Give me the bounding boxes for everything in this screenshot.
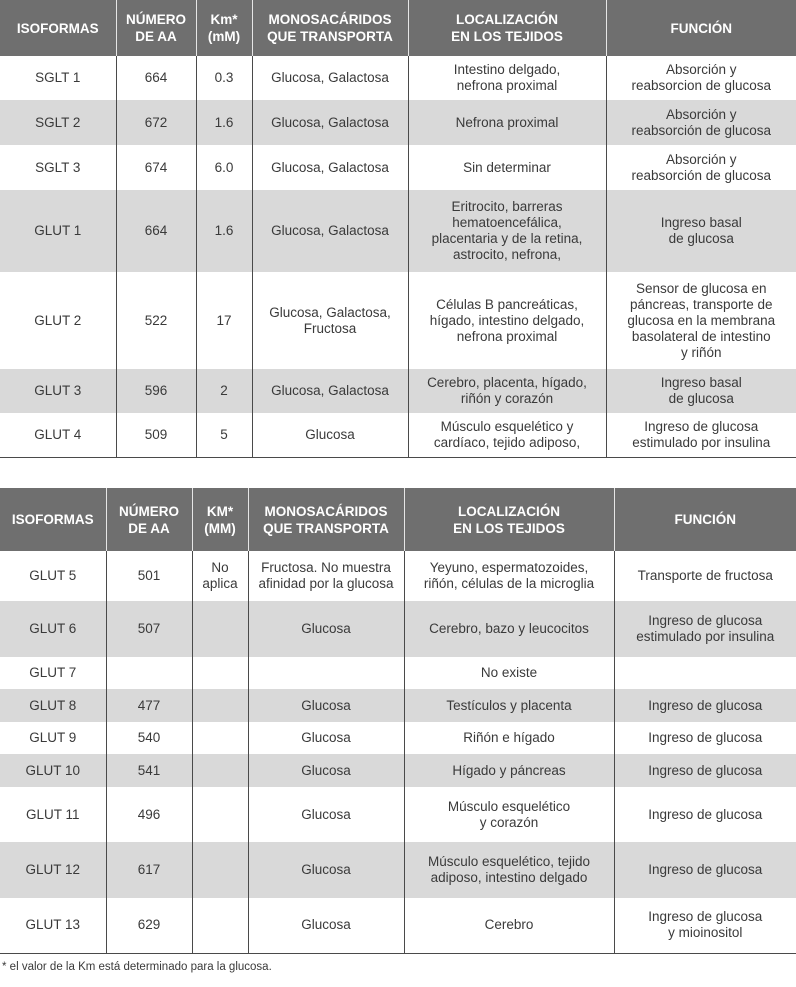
cell-isoforma: GLUT 5 xyxy=(29,568,77,583)
cell-isoforma: SGLT 1 xyxy=(35,70,81,85)
table-row xyxy=(0,898,796,953)
header-funcion: FUNCIÓN xyxy=(614,488,796,551)
cell-localizacion: Eritrocito, barreras hematoencefálica, placentaria y de la retina, astrocito, nefrona, xyxy=(408,190,606,272)
cell-km: No aplica xyxy=(192,551,248,601)
cell-funcion: Ingreso de glucosa estimulado por insulina xyxy=(614,601,796,657)
header-monosacaridos: MONOSACÁRIDOS QUE TRANSPORTA xyxy=(248,488,404,551)
cell-funcion: Ingreso de glucosa y mioinositol xyxy=(614,898,796,953)
cell-funcion: Ingreso de glucosa estimulado por insulina xyxy=(606,413,796,457)
cell-numero-aa: 540 xyxy=(106,722,192,754)
cell-km xyxy=(192,689,248,722)
cell-funcion xyxy=(614,657,796,689)
cell-localizacion: Nefrona proximal xyxy=(408,100,606,145)
cell-isoforma: GLUT 2 xyxy=(34,312,82,328)
cell-numero-aa: 664 xyxy=(116,190,196,272)
table-row xyxy=(0,100,796,145)
header-localizacion: LOCALIZACIÓN EN LOS TEJIDOS xyxy=(404,488,614,551)
cell-numero-aa: 541 xyxy=(106,754,192,787)
cell-km xyxy=(192,722,248,754)
cell-localizacion: Células B pancreáticas, hígado, intestino delgado, nefrona proximal xyxy=(408,272,606,369)
cell-funcion: Ingreso basal de glucosa xyxy=(606,369,796,413)
cell-funcion: Ingreso de glucosa xyxy=(614,787,796,842)
header-isoformas: ISOFORMAS xyxy=(0,488,106,551)
cell-isoforma: GLUT 10 xyxy=(0,754,106,787)
cell-numero-aa: 522 xyxy=(116,272,196,369)
cell-km xyxy=(192,898,248,953)
cell-km xyxy=(192,657,248,689)
cell-km: 0.3 xyxy=(196,56,252,100)
table-row xyxy=(0,551,796,601)
cell-numero-aa xyxy=(106,657,192,689)
table-row xyxy=(0,145,796,190)
header-isoformas: ISOFORMAS xyxy=(0,0,116,56)
cell-numero-aa: 509 xyxy=(116,413,196,457)
cell-localizacion: No existe xyxy=(404,657,614,689)
cell-km: 1.6 xyxy=(196,190,252,272)
cell-numero-aa: 507 xyxy=(106,601,192,657)
cell-km xyxy=(192,601,248,657)
cell-funcion: Absorción y reabsorcion de glucosa xyxy=(606,56,796,100)
cell-isoforma: GLUT 11 xyxy=(25,806,80,822)
header-numero-aa: NÚMERO DE AA xyxy=(116,0,196,56)
table-row xyxy=(0,601,796,657)
cell-funcion: Absorción y reabsorción de glucosa xyxy=(606,100,796,145)
cell-numero-aa: 629 xyxy=(106,898,192,953)
header-funcion: FUNCIÓN xyxy=(606,0,796,56)
cell-km: 17 xyxy=(196,272,252,369)
cell-km: 5 xyxy=(196,413,252,457)
cell-localizacion: Testículos y placenta xyxy=(404,689,614,722)
cell-km xyxy=(192,787,248,842)
header-localizacion: LOCALIZACIÓN EN LOS TEJIDOS xyxy=(408,0,606,56)
cell-isoforma: GLUT 12 xyxy=(0,842,106,898)
cell-numero-aa: 477 xyxy=(106,689,192,722)
cell-monosacaridos: Glucosa, Galactosa xyxy=(252,56,408,100)
cell-monosacaridos: Glucosa xyxy=(248,898,404,953)
cell-isoforma: SGLT 3 xyxy=(35,159,81,175)
cell-numero-aa: 501 xyxy=(106,551,192,601)
table-row xyxy=(0,787,796,842)
cell-localizacion: Músculo esquelético y cardíaco, tejido adiposo, xyxy=(408,413,606,457)
cell-monosacaridos: Glucosa xyxy=(248,754,404,787)
cell-localizacion: Sin determinar xyxy=(408,145,606,190)
cell-numero-aa: 672 xyxy=(116,100,196,145)
header-km: KM* (MM) xyxy=(192,488,248,551)
cell-funcion: Ingreso basal de glucosa xyxy=(606,190,796,272)
cell-localizacion: Cerebro xyxy=(404,898,614,953)
cell-localizacion: Hígado y páncreas xyxy=(404,754,614,787)
cell-funcion: Absorción y reabsorción de glucosa xyxy=(606,145,796,190)
table-row xyxy=(0,689,796,722)
cell-isoforma: GLUT 8 xyxy=(0,689,106,722)
cell-monosacaridos: Glucosa, Galactosa xyxy=(252,100,408,145)
table-row xyxy=(0,722,796,754)
cell-localizacion: Yeyuno, espermatozoides, riñón, células de la microglia xyxy=(404,551,614,601)
cell-isoforma: GLUT 6 xyxy=(0,601,106,657)
table-row xyxy=(0,657,796,689)
header-numero-aa: NÚMERO DE AA xyxy=(106,488,192,551)
table-row xyxy=(0,369,796,413)
header-monosacaridos: MONOSACÁRIDOS QUE TRANSPORTA xyxy=(252,0,408,56)
cell-funcion: Ingreso de glucosa xyxy=(614,722,796,754)
cell-isoforma: GLUT 4 xyxy=(34,426,82,442)
cell-monosacaridos: Glucosa xyxy=(248,689,404,722)
table-row xyxy=(0,190,796,272)
cell-km xyxy=(192,842,248,898)
cell-km: 6.0 xyxy=(196,145,252,190)
cell-isoforma: GLUT 3 xyxy=(0,369,116,413)
cell-localizacion: Músculo esquelético, tejido adiposo, intestino delgado xyxy=(404,842,614,898)
cell-numero-aa: 664 xyxy=(116,56,196,100)
cell-localizacion: Cerebro, placenta, hígado, riñón y corazón xyxy=(408,369,606,413)
cell-funcion: Ingreso de glucosa xyxy=(614,754,796,787)
cell-monosacaridos: Glucosa xyxy=(252,413,408,457)
table-row xyxy=(0,272,796,369)
cell-monosacaridos: Fructosa. No muestra afinidad por la glucosa xyxy=(248,551,404,601)
cell-km xyxy=(192,754,248,787)
cell-monosacaridos: Glucosa, Galactosa xyxy=(252,369,408,413)
cell-localizacion: Intestino delgado, nefrona proximal xyxy=(408,56,606,100)
table-header-row xyxy=(0,0,796,56)
cell-funcion: Ingreso de glucosa xyxy=(614,689,796,722)
cell-monosacaridos: Glucosa, Galactosa xyxy=(252,190,408,272)
cell-localizacion: Cerebro, bazo y leucocitos xyxy=(404,601,614,657)
cell-km: 2 xyxy=(196,369,252,413)
cell-funcion: Ingreso de glucosa xyxy=(614,842,796,898)
cell-numero-aa: 617 xyxy=(106,842,192,898)
cell-monosacaridos: Glucosa xyxy=(248,601,404,657)
cell-monosacaridos: Glucosa, Galactosa xyxy=(252,145,408,190)
cell-monosacaridos xyxy=(248,657,404,689)
cell-localizacion: Riñón e hígado xyxy=(404,722,614,754)
header-km: Km* (mM) xyxy=(196,0,252,56)
table-row xyxy=(0,413,796,457)
table-header-row xyxy=(0,488,796,551)
transporter-table-sglt-glut xyxy=(0,0,796,458)
table-row xyxy=(0,56,796,100)
cell-numero-aa: 596 xyxy=(116,369,196,413)
cell-km: 1.6 xyxy=(196,100,252,145)
cell-monosacaridos: Glucosa xyxy=(248,787,404,842)
cell-localizacion: Músculo esquelético y corazón xyxy=(404,787,614,842)
cell-isoforma: GLUT 1 xyxy=(0,190,116,272)
cell-isoforma: GLUT 13 xyxy=(25,917,81,933)
cell-isoforma: GLUT 7 xyxy=(29,665,77,680)
km-footnote: * el valor de la Km está determinado para la glucosa. xyxy=(2,961,272,973)
cell-funcion: Sensor de glucosa en páncreas, transporte de glucosa en la membrana basolateral de intestino y riñón xyxy=(606,272,796,369)
cell-funcion: Transporte de fructosa xyxy=(614,551,796,601)
cell-numero-aa: 496 xyxy=(106,787,192,842)
table-row xyxy=(0,842,796,898)
cell-numero-aa: 674 xyxy=(116,145,196,190)
cell-isoforma: GLUT 9 xyxy=(29,730,77,745)
cell-isoforma: SGLT 2 xyxy=(0,100,116,145)
cell-monosacaridos: Glucosa xyxy=(248,722,404,754)
transporter-table-glut-5-13 xyxy=(0,488,796,954)
cell-monosacaridos: Glucosa xyxy=(248,842,404,898)
cell-monosacaridos: Glucosa, Galactosa, Fructosa xyxy=(252,272,408,369)
table-row xyxy=(0,754,796,787)
